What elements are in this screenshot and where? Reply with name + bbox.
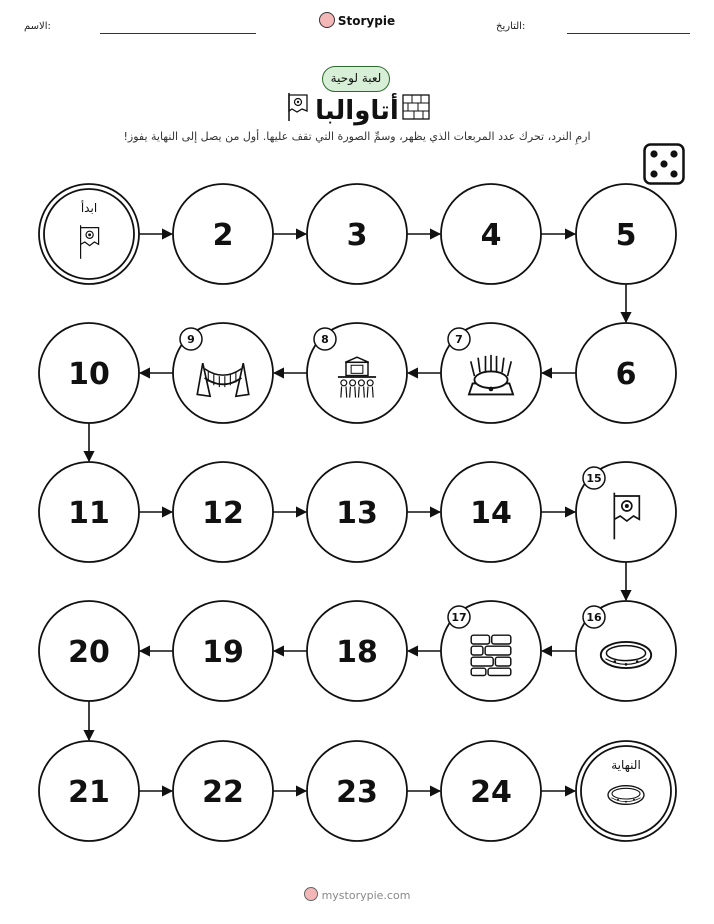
cell-number: 23: [336, 775, 378, 810]
board-cell-19: [173, 601, 273, 701]
cell-number: 18: [336, 635, 378, 670]
board-cell-5: [576, 184, 676, 284]
board-cell-7: [441, 323, 541, 423]
cell-circle: [576, 741, 676, 841]
cell-number: 2: [212, 218, 234, 253]
cell-number: 4: [480, 218, 502, 253]
cell-badge-number: 9: [187, 333, 195, 346]
brand-name: Storypie: [337, 14, 396, 28]
footer: [0, 887, 714, 902]
board-cell-13: [307, 462, 407, 562]
cell-badge-number: 17: [451, 611, 467, 624]
board-cell-14: [441, 462, 541, 562]
stone-wall-icon: [471, 635, 511, 675]
cell-badge-number: 7: [455, 333, 463, 346]
board-cell-6: [576, 323, 676, 423]
cell-number: 12: [202, 496, 244, 531]
board-cell-21: [39, 741, 139, 841]
instructions: ارمِ النرد، تحرك عدد المربعات الذي يظهر، وسمِّ الصورة التي تقف عليها. أول من يصل إلى النهاية يفوز!: [123, 130, 591, 143]
cell-number: 22: [202, 775, 244, 810]
board-cell-24: [441, 741, 541, 841]
board-cell-22: [173, 741, 273, 841]
cell-number: 24: [470, 775, 512, 810]
board-cell-2: [173, 184, 273, 284]
name-label: الاسم:: [24, 21, 51, 32]
board-cell-15: [576, 462, 676, 562]
board-cell-end: [576, 741, 676, 841]
cell-number: 19: [202, 635, 244, 670]
storypie-footer-logo-icon: [304, 887, 318, 901]
page-title: أتاوالبا: [315, 96, 399, 126]
cell-number: 11: [68, 496, 110, 531]
board-cell-18: [307, 601, 407, 701]
cell-number: 6: [615, 357, 637, 392]
cell-badge-number: 8: [321, 333, 329, 346]
board-cell-16: [576, 601, 676, 701]
footer-url[interactable]: mystorypie.com: [321, 889, 411, 902]
cell-number: 5: [615, 218, 637, 253]
board-cell-start: [39, 184, 139, 284]
board-cell-12: [173, 462, 273, 562]
cell-label: النهاية: [611, 758, 641, 772]
cell-number: 3: [346, 218, 368, 253]
cell-badge-number: 15: [586, 472, 602, 485]
board-cell-11: [39, 462, 139, 562]
board-cell-4: [441, 184, 541, 284]
cell-number: 21: [68, 775, 110, 810]
board-cell-10: [39, 323, 139, 423]
date-label: التاريخ:: [496, 21, 526, 32]
cell-number: 13: [336, 496, 378, 531]
board-cell-9: [173, 323, 273, 423]
cell-number: 14: [470, 496, 512, 531]
board-cell-23: [307, 741, 407, 841]
cell-badge-number: 16: [586, 611, 602, 624]
board-game-badge: لعبة لوحية: [322, 66, 390, 92]
cell-number: 20: [68, 635, 110, 670]
board-cell-8: [307, 323, 407, 423]
board-cell-20: [39, 601, 139, 701]
board-cell-3: [307, 184, 407, 284]
board-cells: [39, 184, 676, 841]
cell-label: ابدأ: [80, 201, 98, 215]
board-cell-17: [441, 601, 541, 701]
cell-number: 10: [68, 357, 110, 392]
